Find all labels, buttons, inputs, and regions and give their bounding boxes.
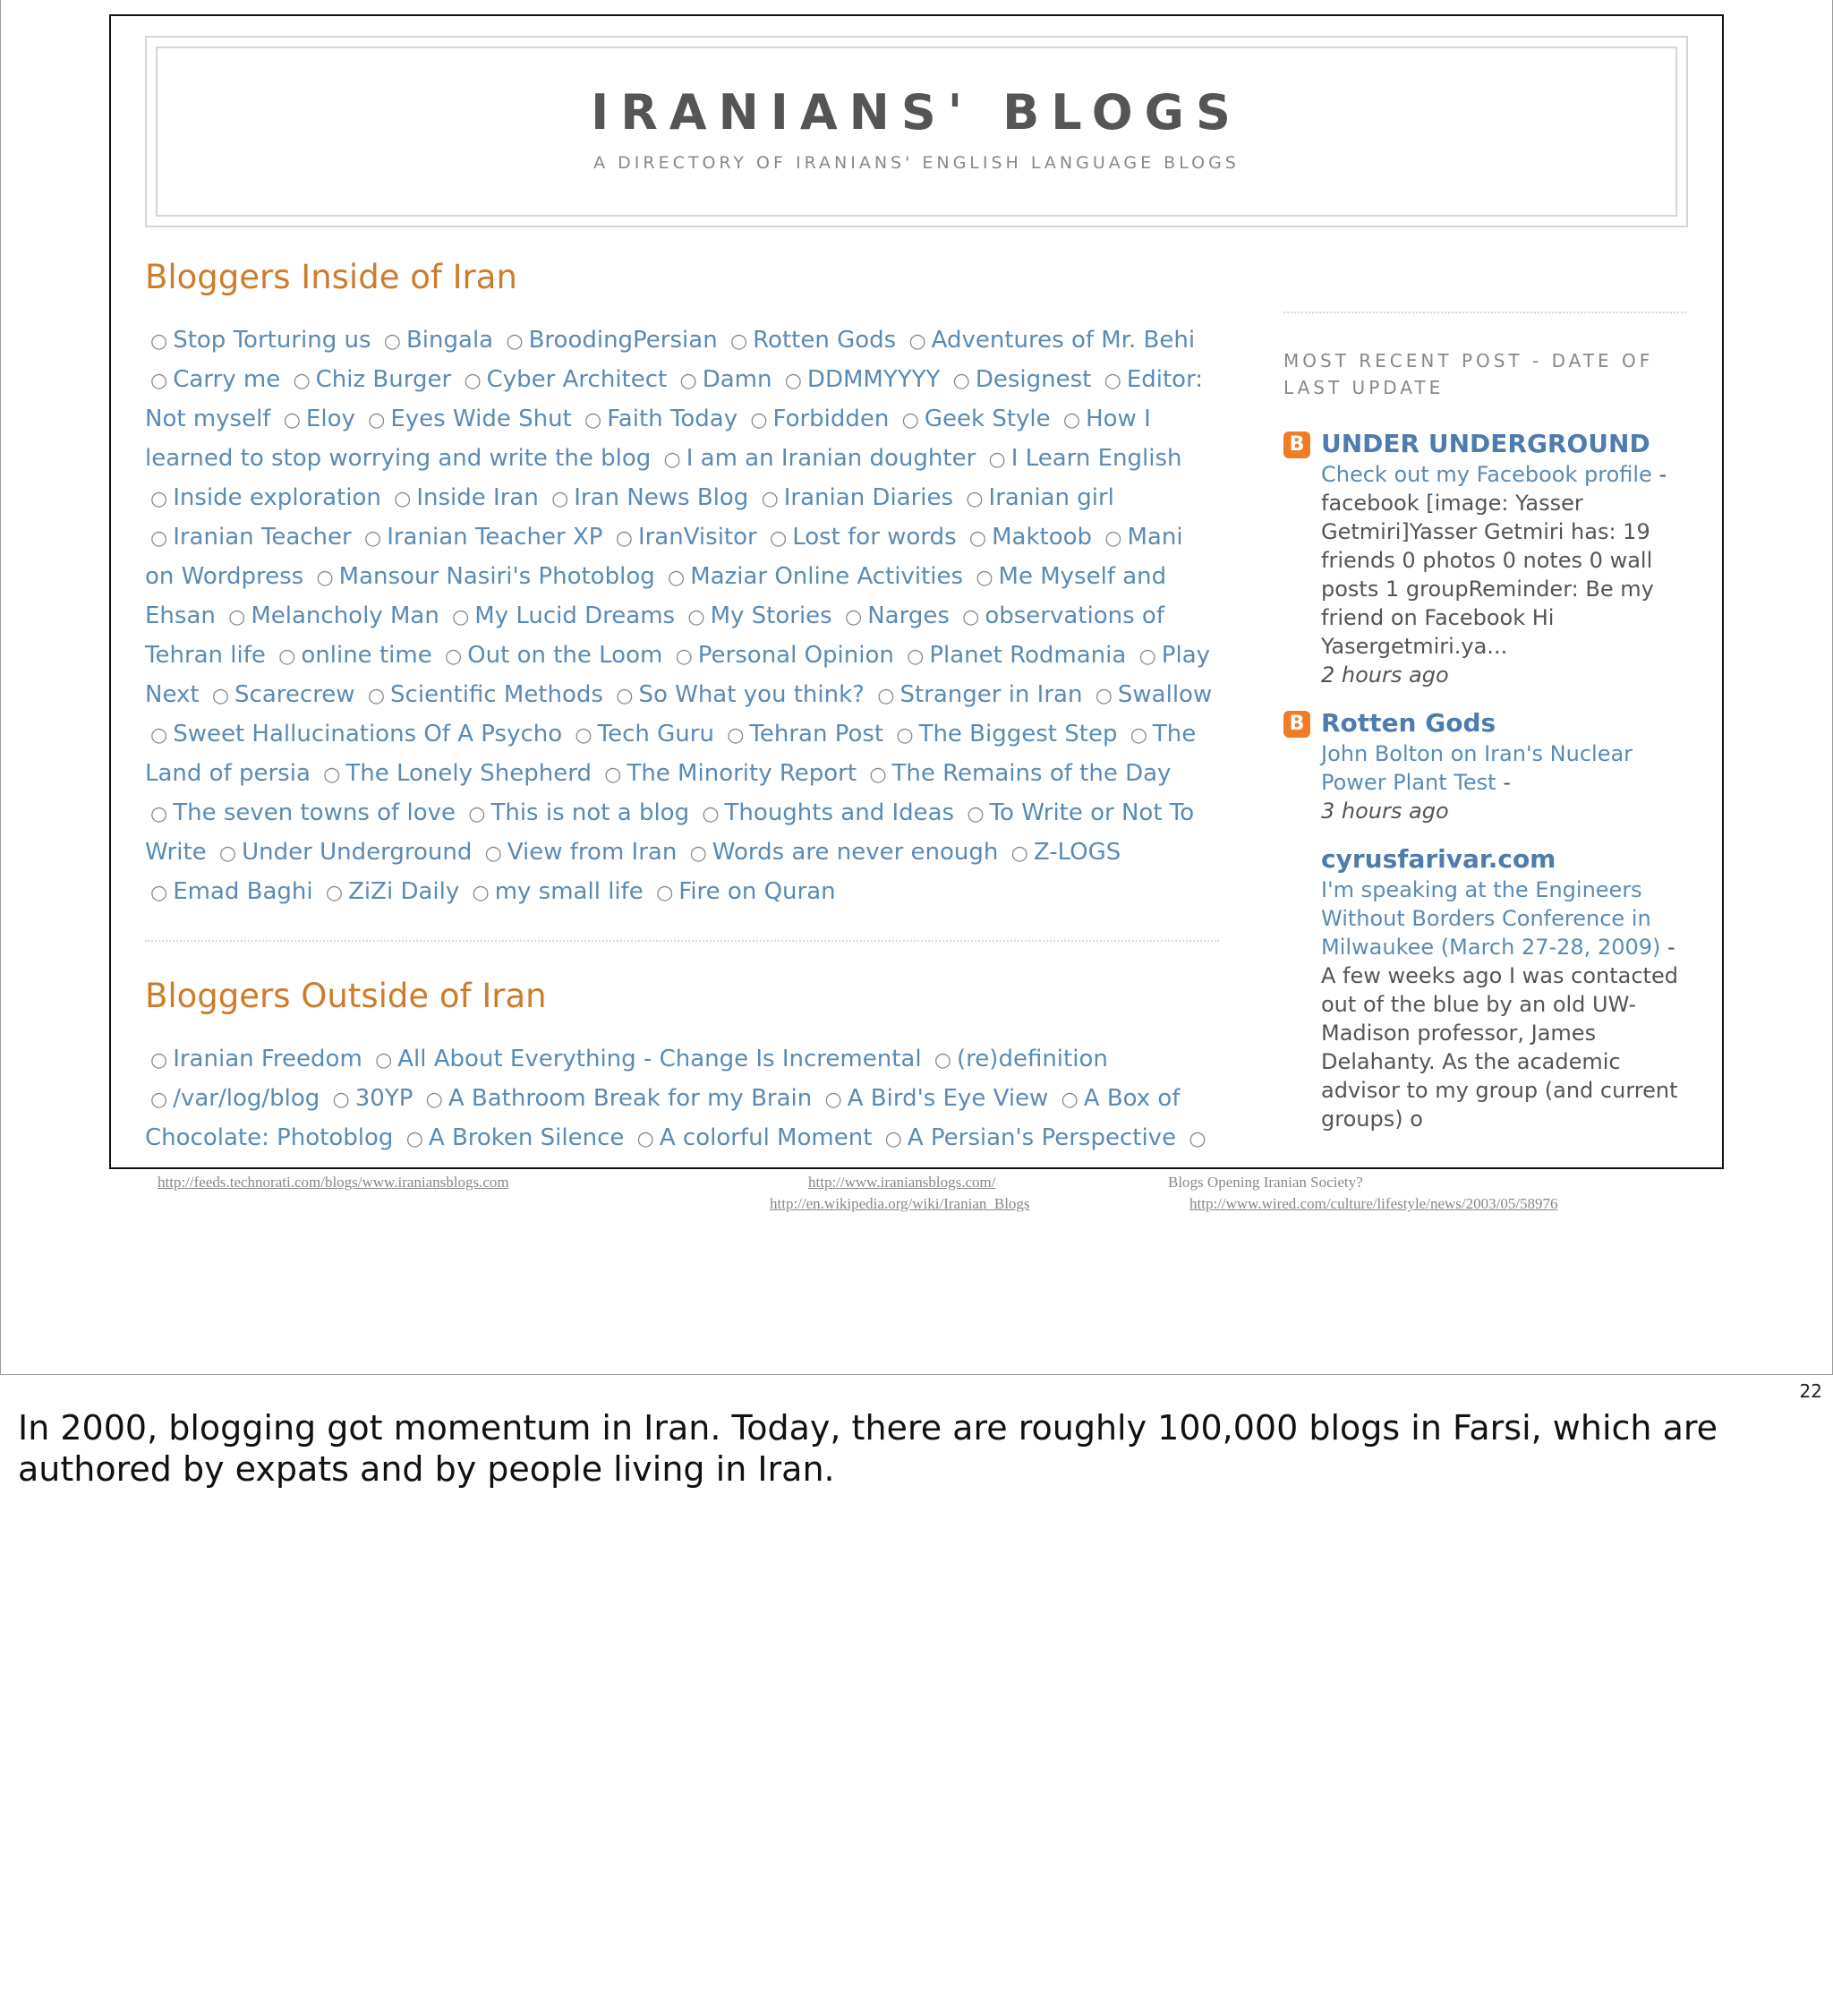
blog-link[interactable]: The Remains of the Day bbox=[891, 760, 1172, 787]
bullet-separator: ○ bbox=[283, 409, 301, 431]
blogger-icon: B bbox=[1283, 711, 1310, 738]
bullet-separator: ○ bbox=[211, 685, 230, 707]
bullet-separator: ○ bbox=[901, 409, 919, 431]
bullet-separator: ○ bbox=[679, 370, 697, 392]
blog-link[interactable]: Scarecrew bbox=[234, 681, 355, 708]
post-time: 2 hours ago bbox=[1321, 662, 1449, 688]
blog-link[interactable]: How I learned to stop worrying and write the blog bbox=[145, 406, 1151, 472]
bullet-separator: ○ bbox=[375, 1049, 393, 1072]
inside-section bbox=[145, 258, 1219, 912]
post-source[interactable]: cyrusfarivar.com bbox=[1321, 844, 1556, 874]
bullet-separator: ○ bbox=[278, 645, 296, 668]
blog-link[interactable]: Personal Opinion bbox=[697, 642, 894, 669]
blog-link[interactable]: Play Next bbox=[145, 642, 1211, 708]
blog-link[interactable]: Emad Baghi bbox=[173, 878, 313, 905]
blog-link[interactable]: online time bbox=[301, 642, 432, 669]
outside-blog-list bbox=[145, 1040, 1219, 1158]
bullet-separator: ○ bbox=[908, 330, 926, 353]
blog-link[interactable]: Editor: Not myself bbox=[145, 366, 1204, 432]
blog-link[interactable]: The Biggest Step bbox=[918, 721, 1118, 747]
blog-link[interactable]: DDMMYYYY bbox=[806, 366, 941, 393]
post-title[interactable]: I'm speaking at the Engineers Without Borders Conference in Milwaukee (March 27-28, 2009) bbox=[1321, 877, 1661, 960]
blog-link[interactable]: Damn bbox=[702, 366, 772, 393]
blog-link[interactable]: Maziar Online Activities bbox=[690, 563, 964, 590]
blog-link[interactable]: View from Iran bbox=[507, 839, 678, 866]
bullet-separator: ○ bbox=[877, 685, 895, 707]
bullet-separator: ○ bbox=[770, 527, 788, 550]
blog-link[interactable]: /var/log/blog bbox=[173, 1085, 320, 1112]
wired-link[interactable]: http://www.wired.com/culture/lifestyle/news/2003/05/58976 bbox=[1189, 1195, 1558, 1212]
blog-link[interactable]: BroodingPersian bbox=[528, 327, 718, 354]
blog-link[interactable]: Inside Iran bbox=[416, 484, 539, 511]
bullet-separator: ○ bbox=[952, 370, 970, 392]
outside-section bbox=[145, 977, 1219, 1158]
blog-link[interactable]: Me Myself and Ehsan bbox=[145, 563, 1167, 629]
blog-link[interactable]: The Land of persia bbox=[145, 721, 1197, 787]
blog-link[interactable]: Fire on Quran bbox=[678, 878, 836, 905]
blog-link[interactable]: My Lucid Dreams bbox=[474, 602, 676, 629]
inside-blog-list bbox=[145, 321, 1219, 912]
bullet-separator: ○ bbox=[150, 1049, 168, 1072]
blog-link[interactable]: ZiZi Daily bbox=[348, 878, 460, 905]
bullet-separator: ○ bbox=[934, 1049, 952, 1072]
blog-link[interactable]: Faith Today bbox=[607, 406, 738, 432]
bullet-separator: ○ bbox=[966, 488, 984, 510]
post-excerpt: - bbox=[1496, 770, 1511, 795]
website-screenshot bbox=[109, 14, 1724, 1169]
site-subtitle: A DIRECTORY OF IRANIANS' ENGLISH LANGUAGE BLOGS bbox=[593, 153, 1240, 173]
blog-link[interactable]: Inside exploration bbox=[173, 484, 381, 511]
sidebar bbox=[1283, 312, 1686, 1151]
blog-link[interactable]: Geek Style bbox=[924, 406, 1051, 432]
recent-posts bbox=[1283, 428, 1686, 1133]
bullet-separator: ○ bbox=[444, 645, 463, 668]
blog-link[interactable]: 30YP bbox=[354, 1085, 413, 1112]
recent-post bbox=[1283, 843, 1686, 1133]
blog-link[interactable]: Iran News Blog bbox=[574, 484, 749, 511]
bullet-separator: ○ bbox=[1189, 1128, 1206, 1150]
bullet-separator: ○ bbox=[1130, 724, 1147, 747]
bullet-separator: ○ bbox=[1104, 527, 1122, 550]
blog-link[interactable]: Tech Guru bbox=[597, 721, 714, 747]
blog-link[interactable]: Designest bbox=[975, 366, 1092, 393]
blog-link[interactable]: Lost for words bbox=[792, 524, 957, 551]
blog-link[interactable]: observations of Tehran life bbox=[145, 602, 1164, 669]
speaker-notes: In 2000, blogging got momentum in Iran. Today, there are roughly 100,000 blogs in Farsi, which are authored by expats and by people living in Iran. bbox=[18, 1408, 1718, 1489]
bullet-separator: ○ bbox=[689, 842, 707, 865]
bullet-separator: ○ bbox=[604, 764, 622, 786]
blog-link[interactable]: Thoughts and Ideas bbox=[724, 799, 955, 826]
recent-post bbox=[1283, 707, 1686, 825]
blog-link[interactable]: Iranian Teacher XP bbox=[387, 524, 603, 551]
blog-link[interactable]: A Broken Silence bbox=[428, 1124, 625, 1151]
blog-link[interactable]: Stop Torturing us bbox=[173, 327, 371, 354]
blog-link[interactable]: Stranger in Iran bbox=[899, 681, 1083, 708]
blog-link[interactable]: My Stories bbox=[710, 602, 832, 629]
bullet-separator: ○ bbox=[967, 803, 985, 825]
bullet-separator: ○ bbox=[218, 842, 237, 865]
blog-link[interactable]: Iranian Teacher bbox=[173, 524, 352, 551]
blog-link[interactable]: Tehran Post bbox=[749, 721, 884, 747]
bullet-separator: ○ bbox=[968, 527, 987, 550]
blog-link[interactable]: A Bird's Eye View bbox=[847, 1085, 1049, 1112]
blog-link[interactable]: Melancholy Man bbox=[251, 602, 439, 629]
blog-link[interactable]: Mansour Nasiri's Photoblog bbox=[338, 563, 655, 590]
inside-heading: Bloggers Inside of Iran bbox=[145, 258, 517, 296]
bullet-separator: ○ bbox=[988, 448, 1006, 471]
bullet-separator: ○ bbox=[368, 409, 386, 431]
bullet-separator: ○ bbox=[325, 882, 344, 904]
bullet-separator: ○ bbox=[150, 882, 168, 904]
bullet-separator: ○ bbox=[584, 409, 602, 431]
blog-link[interactable]: Sweet Hallucinations Of A Psycho bbox=[173, 721, 563, 747]
blog-link[interactable]: So What you think? bbox=[638, 681, 865, 708]
bullet-separator: ○ bbox=[824, 1089, 842, 1111]
site-header-inner bbox=[156, 47, 1677, 217]
post-title[interactable]: John Bolton on Iran's Nuclear Power Plant Test bbox=[1321, 741, 1633, 795]
bullet-separator: ○ bbox=[575, 724, 593, 747]
bullet-separator: ○ bbox=[323, 764, 341, 786]
post-body bbox=[1321, 876, 1686, 1133]
post-source[interactable]: UNDER UNDERGROUND bbox=[1321, 429, 1650, 458]
blog-link[interactable]: Chiz Burger bbox=[315, 366, 452, 393]
site-header bbox=[145, 36, 1688, 227]
blog-link[interactable]: Eloy bbox=[305, 406, 355, 432]
outside-heading: Bloggers Outside of Iran bbox=[145, 977, 547, 1015]
bullet-separator: ○ bbox=[484, 842, 502, 865]
blog-link[interactable]: Out on the Loom bbox=[467, 642, 663, 669]
blog-link[interactable]: All About Everything - Change Is Incremental bbox=[397, 1046, 922, 1072]
blog-link[interactable]: Iranian Diaries bbox=[783, 484, 954, 511]
post-title[interactable]: Check out my Facebook profile bbox=[1321, 462, 1652, 487]
bullet-separator: ○ bbox=[761, 488, 779, 510]
blog-link[interactable]: The Lonely Shepherd bbox=[345, 760, 592, 787]
page-number: 22 bbox=[1799, 1380, 1822, 1402]
bullet-separator: ○ bbox=[869, 764, 887, 786]
bullet-separator: ○ bbox=[472, 882, 490, 904]
bullet-separator: ○ bbox=[687, 606, 705, 628]
bullet-separator: ○ bbox=[150, 527, 168, 550]
technorati-link[interactable]: http://feeds.technorati.com/blogs/www.iraniansblogs.com bbox=[158, 1174, 509, 1191]
blog-link[interactable]: A Bathroom Break for my Brain bbox=[448, 1085, 813, 1112]
blog-link[interactable]: Rotten Gods bbox=[753, 327, 897, 354]
blog-link[interactable]: This is not a blog bbox=[490, 799, 690, 826]
blog-link[interactable]: Adventures of Mr. Behi bbox=[931, 327, 1196, 354]
recent-post bbox=[1283, 428, 1686, 689]
wired-title: Blogs Opening Iranian Society? bbox=[1168, 1174, 1363, 1191]
blog-link[interactable]: my small life bbox=[494, 878, 644, 905]
site-title[interactable]: IRANIANS' BLOGS bbox=[591, 84, 1242, 141]
sidebar-heading: MOST RECENT POST - DATE OF LAST UPDATE bbox=[1283, 350, 1654, 398]
blog-link[interactable]: Scientific Methods bbox=[390, 681, 603, 708]
bullet-separator: ○ bbox=[394, 488, 412, 510]
bullet-separator: ○ bbox=[150, 1089, 168, 1111]
post-source[interactable]: Rotten Gods bbox=[1321, 708, 1496, 738]
bullet-separator: ○ bbox=[383, 330, 401, 353]
bullet-separator: ○ bbox=[506, 330, 524, 353]
bullet-separator: ○ bbox=[663, 448, 681, 471]
bullet-separator: ○ bbox=[150, 330, 168, 353]
bullet-separator: ○ bbox=[228, 606, 246, 628]
blog-link[interactable]: Swallow bbox=[1117, 681, 1213, 708]
bullet-separator: ○ bbox=[1138, 645, 1156, 668]
bullet-separator: ○ bbox=[675, 645, 693, 668]
iraniansblogs-link[interactable]: http://www.iraniansblogs.com/ bbox=[808, 1174, 996, 1191]
bullet-separator: ○ bbox=[293, 370, 311, 392]
bullet-separator: ○ bbox=[464, 370, 482, 392]
bullet-separator: ○ bbox=[656, 882, 674, 904]
blog-link[interactable]: The seven towns of love bbox=[173, 799, 456, 826]
bullet-separator: ○ bbox=[896, 724, 914, 747]
bullet-separator: ○ bbox=[1062, 409, 1081, 431]
bullet-separator: ○ bbox=[1061, 1089, 1078, 1111]
sidebar-divider bbox=[1283, 312, 1686, 313]
blog-link[interactable]: Words are never enough bbox=[712, 839, 999, 866]
bullet-separator: ○ bbox=[702, 803, 720, 825]
bullet-separator: ○ bbox=[425, 1089, 443, 1111]
bullet-separator: ○ bbox=[668, 567, 686, 589]
bullet-separator: ○ bbox=[845, 606, 863, 628]
bullet-separator: ○ bbox=[750, 409, 768, 431]
bullet-separator: ○ bbox=[468, 803, 486, 825]
post-excerpt: - facebook [image: Yasser Getmiri]Yasser Getmiri has: 19 friends 0 photos 0 notes 0 wall posts 1 groupReminder: Be my friend on Facebook Hi Yasergetmiri.ya... bbox=[1321, 462, 1667, 659]
blog-link[interactable]: Bingala bbox=[405, 327, 494, 354]
blog-link[interactable]: IranVisitor bbox=[637, 524, 757, 551]
blog-link[interactable]: Iranian girl bbox=[988, 484, 1114, 511]
blog-link[interactable]: Under Underground bbox=[242, 839, 473, 866]
blog-link[interactable]: The Minority Report bbox=[627, 760, 857, 787]
bullet-separator: ○ bbox=[405, 1128, 423, 1150]
blog-link[interactable]: A colorful Moment bbox=[659, 1124, 873, 1151]
bullet-separator: ○ bbox=[150, 370, 168, 392]
bullet-separator: ○ bbox=[332, 1089, 350, 1111]
bullet-separator: ○ bbox=[615, 527, 633, 550]
blog-link[interactable]: Narges bbox=[867, 602, 950, 629]
blog-link[interactable]: Maktoob bbox=[992, 524, 1093, 551]
bullet-separator: ○ bbox=[150, 803, 168, 825]
blog-link[interactable]: Forbidden bbox=[772, 406, 890, 432]
bullet-separator: ○ bbox=[1095, 685, 1113, 707]
post-time: 3 hours ago bbox=[1321, 799, 1449, 824]
blogger-icon: B bbox=[1283, 431, 1310, 458]
blog-link[interactable]: A Box of Chocolate: Photoblog bbox=[145, 1085, 1181, 1151]
blog-link[interactable]: Mani on Wordpress bbox=[145, 524, 1183, 590]
post-body bbox=[1321, 739, 1686, 797]
bullet-separator: ○ bbox=[367, 685, 386, 707]
bullet-separator: ○ bbox=[784, 370, 802, 392]
bullet-separator: ○ bbox=[150, 488, 168, 510]
blog-link[interactable]: Z-LOGS bbox=[1033, 839, 1121, 866]
bullet-separator: ○ bbox=[962, 606, 980, 628]
blog-link[interactable]: To Write or Not To Write bbox=[145, 799, 1195, 866]
bullet-separator: ○ bbox=[727, 724, 745, 747]
blog-link[interactable]: A Persian's Perspective bbox=[907, 1124, 1177, 1151]
bullet-separator: ○ bbox=[150, 724, 168, 747]
bullet-separator: ○ bbox=[551, 488, 569, 510]
blog-link[interactable]: (re)definition bbox=[957, 1046, 1108, 1072]
bullet-separator: ○ bbox=[316, 567, 334, 589]
bullet-separator: ○ bbox=[452, 606, 470, 628]
section-divider bbox=[145, 940, 1219, 942]
blog-link[interactable]: Eyes Wide Shut bbox=[390, 406, 572, 432]
blog-link[interactable]: Carry me bbox=[173, 366, 281, 393]
bullet-separator: ○ bbox=[1010, 842, 1028, 865]
bullet-separator: ○ bbox=[1104, 370, 1121, 392]
bullet-separator: ○ bbox=[976, 567, 993, 589]
bullet-separator: ○ bbox=[907, 645, 925, 668]
blog-link[interactable]: I am an Iranian doughter bbox=[686, 445, 976, 472]
bullet-separator: ○ bbox=[364, 527, 382, 550]
post-body bbox=[1321, 460, 1686, 661]
post-excerpt: - A few weeks ago I was contacted out of the blue by an old UW-Madison professor, James Delahanty. As the academic advisor to my group (and current groups) o bbox=[1321, 935, 1678, 1132]
bullet-separator: ○ bbox=[729, 330, 748, 353]
blog-link[interactable]: I Learn English bbox=[1010, 445, 1182, 472]
wikipedia-link[interactable]: http://en.wikipedia.org/wiki/Iranian_Blogs bbox=[770, 1195, 1030, 1212]
blog-link[interactable]: Planet Rodmania bbox=[929, 642, 1127, 669]
blog-link[interactable]: Iranian Freedom bbox=[173, 1046, 362, 1072]
bullet-separator: ○ bbox=[884, 1128, 902, 1150]
bullet-separator: ○ bbox=[636, 1128, 654, 1150]
bullet-separator: ○ bbox=[616, 685, 634, 707]
blog-link[interactable]: Cyber Architect bbox=[486, 366, 668, 393]
